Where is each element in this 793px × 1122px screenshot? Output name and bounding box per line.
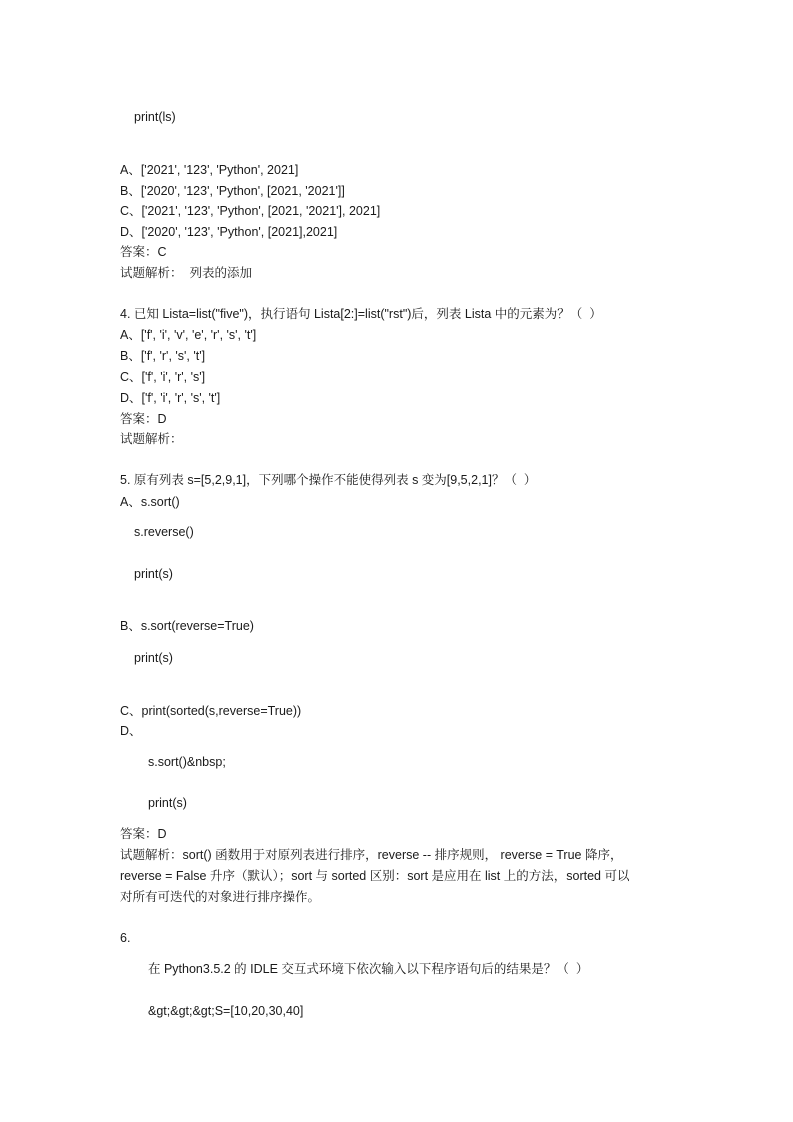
option-c: C、['f', 'i', 'r', 's'] (120, 370, 206, 384)
option-a: A、s.sort() (120, 495, 180, 509)
answer: 答案：C (120, 245, 167, 259)
option-b: B、s.sort(reverse=True) (120, 619, 254, 633)
code-line-print-s: print(s) (134, 567, 173, 581)
code-line-print-s: print(s) (148, 796, 187, 810)
code-line-assign: &gt;&gt;&gt;S=[10,20,30,40] (148, 1004, 304, 1018)
question-4: 4. 已知 Lista=list("five")，执行语句 Lista[2:]=list("rst")后，列表 Lista 中的元素为？（ ） (120, 307, 602, 321)
option-b: B、['f', 'r', 's', 't'] (120, 349, 206, 363)
code-line-print-s: print(s) (134, 651, 173, 665)
code-line-print-ls: print(ls) (134, 110, 176, 124)
option-a: A、['f', 'i', 'v', 'e', 'r', 's', 't'] (120, 328, 257, 342)
option-c: C、['2021', '123', 'Python', [2021, '2021'], 2021] (120, 204, 381, 218)
option-d: D、['2020', '123', 'Python', [2021],2021] (120, 225, 338, 239)
option-c: C、print(sorted(s,reverse=True)) (120, 704, 302, 718)
option-d: D、 (120, 724, 142, 738)
code-line-sort: s.sort()&nbsp; (148, 755, 226, 769)
question-6-text: 在 Python3.5.2 的 IDLE 交互式环境下依次输入以下程序语句后的结果是？（ ） (148, 962, 589, 976)
option-d: D、['f', 'i', 'r', 's', 't'] (120, 391, 221, 405)
option-b: B、['2020', '123', 'Python', [2021, '2021']] (120, 184, 345, 198)
code-line-reverse: s.reverse() (134, 525, 194, 539)
option-a: A、['2021', '123', 'Python', 2021] (120, 163, 299, 177)
answer: 答案：D (120, 412, 167, 426)
explanation-line-1: 试题解析：sort() 函数用于对原列表进行排序，reverse -- 排序规则， reverse = True 降序， (120, 848, 623, 862)
question-5: 5. 原有列表 s=[5,2,9,1]，下列哪个操作不能使得列表 s 变为[9,5,2,1]？（ ） (120, 473, 537, 487)
explanation: 试题解析： 列表的添加 (120, 266, 252, 280)
question-6-number: 6. (120, 931, 131, 945)
explanation: 试题解析： (120, 432, 183, 446)
explanation-line-2: reverse = False 升序（默认）；sort 与 sorted 区别：sort 是应用在 list 上的方法，sorted 可以 (120, 869, 630, 883)
answer: 答案：D (120, 827, 167, 841)
explanation-line-3: 对所有可迭代的对象进行排序操作。 (120, 890, 321, 904)
